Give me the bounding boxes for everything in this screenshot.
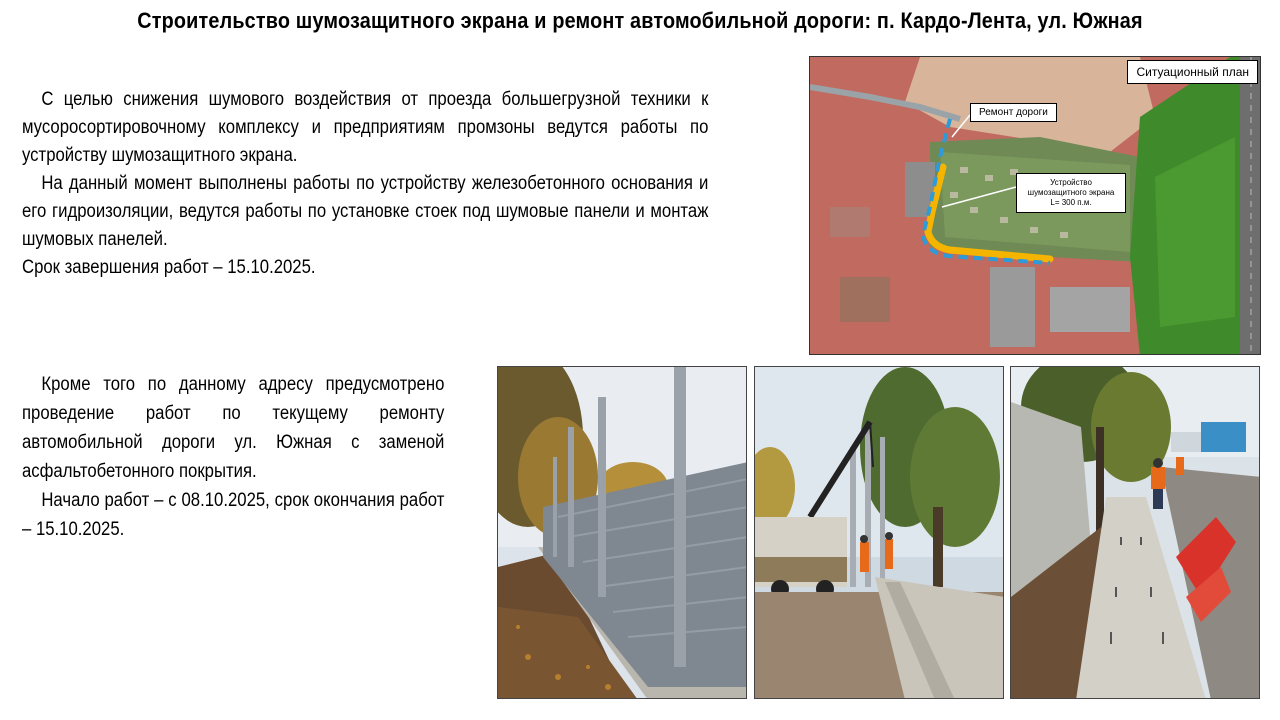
page-title: Строительство шумозащитного экрана и ремонт автомобильной дороги: п. Кардо-Лента, ул. Южная — [137, 8, 1143, 33]
concrete-foundation-workers-photo — [1010, 366, 1260, 699]
noise-barrier-panels-photo — [497, 366, 747, 699]
text-block-top — [22, 86, 708, 282]
crane-truck-installation-photo — [754, 366, 1004, 699]
paragraph-deadline: Срок завершения работ – 15.10.2025. — [22, 257, 316, 278]
situational-map — [809, 56, 1261, 355]
text-block-bottom — [22, 370, 444, 544]
paragraph-road-dates: Начало работ – с 08.10.2025, срок окончания работ – 15.10.2025. — [22, 490, 445, 540]
paragraph-road-repair: Кроме того по данному адресу предусмотрено проведение работ по текущему ремонту автомобильной дороги ул. Южная с заменой асфальтобетонного покрытия. — [22, 374, 445, 482]
map-title: Ситуационный план — [1127, 60, 1258, 84]
map-label-road-repair: Ремонт дороги — [970, 103, 1057, 122]
paragraph-progress: На данный момент выполнены работы по устройству железобетонного основания и его гидроизоляции, ведутся работы по установке стоек под шумовые панели и монтаж шумовых панелей. — [22, 173, 709, 250]
map-label-noise-screen: Устройство шумозащитного экрана L= 300 п.м. — [1016, 173, 1126, 213]
paragraph-goal: С целью снижения шумового воздействия от проезда большегрузной техники к мусоросортировочному комплексу и предприятиям промзоны ведутся работы по устройству шумозащитного экрана. — [22, 89, 709, 166]
